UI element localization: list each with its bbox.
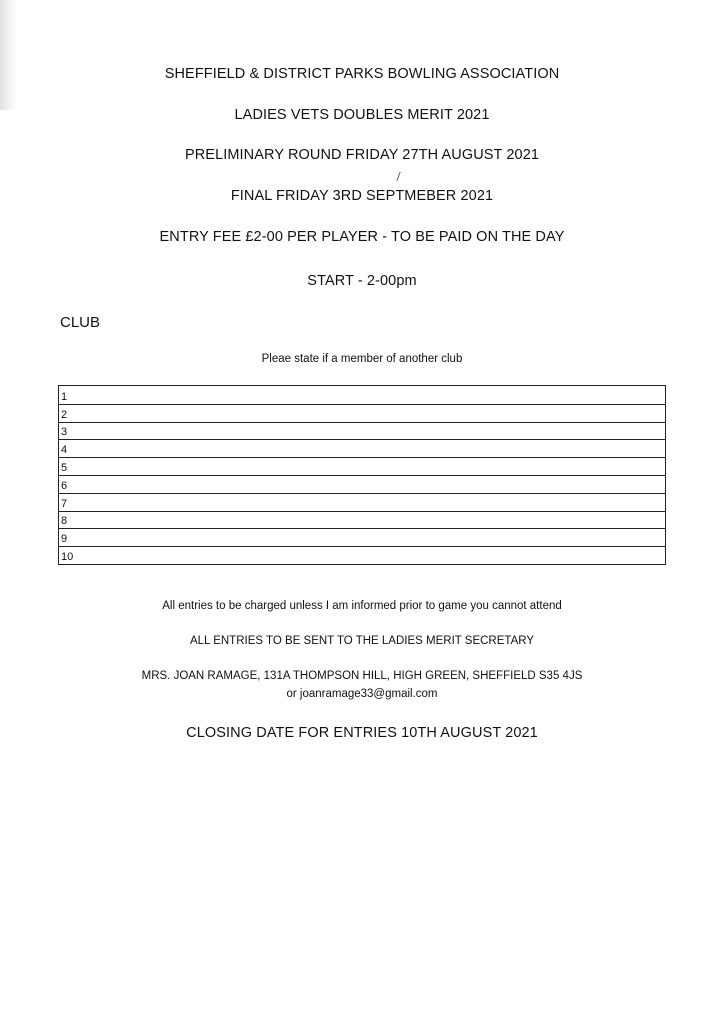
association-title: SHEFFIELD & DISTRICT PARKS BOWLING ASSOCIATION <box>164 66 560 82</box>
club-note: Pleae state if a member of another club <box>261 353 463 365</box>
entry-row-number: 9 <box>61 533 68 546</box>
secretary-address: MRS. JOAN RAMAGE, 131A THOMPSON HILL, HIGH GREEN, SHEFFIELD S35 4JS <box>141 670 583 682</box>
entry-row-number: 6 <box>61 479 68 492</box>
entry-row-number: 4 <box>61 444 68 457</box>
entry-row-number: 5 <box>61 461 68 474</box>
entry-row-number: 2 <box>61 408 68 421</box>
entry-row-number: 8 <box>61 515 68 528</box>
entry-row[interactable] <box>59 404 665 422</box>
competition-title: LADIES VETS DOUBLES MERIT 2021 <box>234 107 490 123</box>
entry-row-number: 1 <box>61 390 68 403</box>
entry-row-number: 7 <box>61 497 68 510</box>
entry-row[interactable] <box>59 422 665 440</box>
entry-row[interactable] <box>59 475 665 493</box>
send-to-note: ALL ENTRIES TO BE SENT TO THE LADIES MERIT SECRETARY <box>189 635 535 647</box>
closing-date-line: CLOSING DATE FOR ENTRIES 10TH AUGUST 2021 <box>186 725 538 741</box>
entry-row[interactable] <box>59 528 665 546</box>
entry-row[interactable] <box>59 439 665 457</box>
preliminary-round-line: PRELIMINARY ROUND FRIDAY 27TH AUGUST 2021 <box>184 147 540 163</box>
final-date-line: FINAL FRIDAY 3RD SEPTMEBER 2021 <box>230 188 494 204</box>
entry-row-number: 10 <box>61 550 74 563</box>
entry-row-number: 3 <box>61 426 68 439</box>
secretary-email: or joanramage33@gmail.com <box>286 688 438 700</box>
entry-table <box>58 385 666 565</box>
entry-row[interactable] <box>59 511 665 529</box>
club-label: CLUB <box>60 314 101 331</box>
scan-shadow <box>0 0 18 110</box>
entry-row[interactable] <box>59 457 665 475</box>
pen-mark <box>396 172 403 181</box>
entry-row[interactable] <box>59 546 665 564</box>
start-time-line: START - 2-00pm <box>307 273 417 289</box>
entry-row[interactable] <box>59 493 665 511</box>
entry-fee-line: ENTRY FEE £2-00 PER PLAYER - TO BE PAID ON THE DAY <box>159 229 565 245</box>
charge-note: All entries to be charged unless I am informed prior to game you cannot attend <box>162 600 562 612</box>
entry-row[interactable] <box>59 386 665 404</box>
